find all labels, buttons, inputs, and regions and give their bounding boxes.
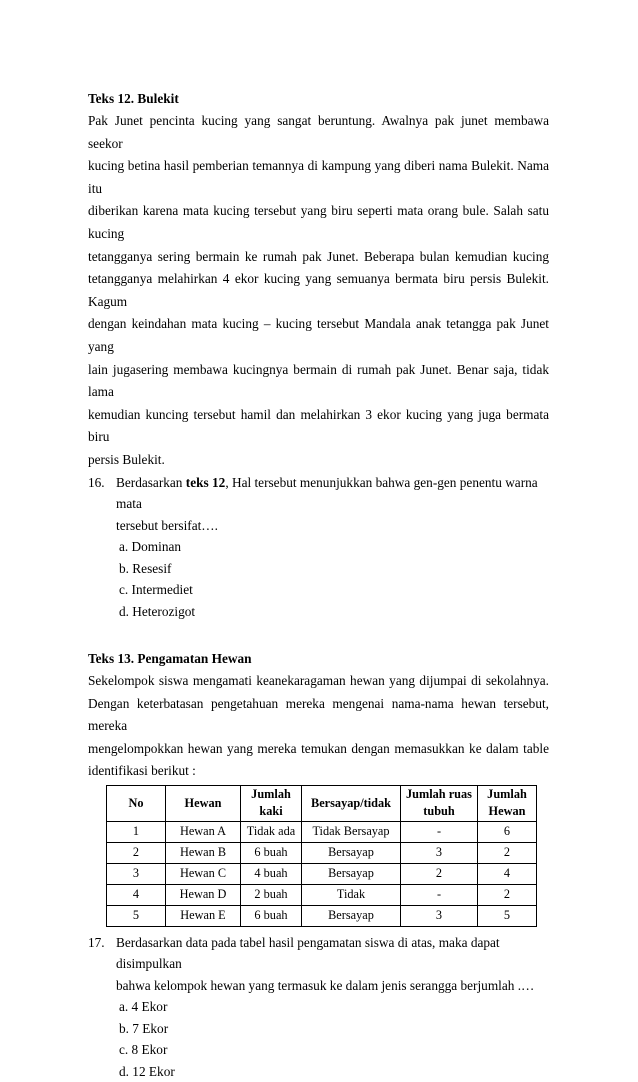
table-cell: 2 <box>478 842 537 863</box>
question-16-suffix: , Hal tersebut menunjukkan bahwa gen-gen penentu warna mata <box>116 474 538 511</box>
table-row <box>107 821 537 842</box>
question-16-number: 16. <box>88 474 105 490</box>
table-cell: 5 <box>478 905 537 926</box>
table-cell: 4 <box>478 863 537 884</box>
text12-line: kucing betina hasil pemberian temannya di kampung yang diberi nama Bulekit. Nama itu <box>88 158 549 196</box>
question-17-option-a: a. 4 Ekor <box>119 999 168 1015</box>
table-cell: Hewan D <box>166 884 241 905</box>
question-16-bold-ref: teks 12 <box>185 474 226 490</box>
question-16-option-a: a. Dominan <box>119 539 182 554</box>
table-cell: Bersayap <box>302 905 401 926</box>
question-16-stem <box>88 472 549 515</box>
table-cell: Tidak Bersayap <box>302 821 401 842</box>
table-row <box>107 863 537 884</box>
table-row <box>107 884 537 905</box>
table-cell: 1 <box>107 821 166 842</box>
table-row <box>107 905 537 926</box>
table-cell: 2 buah <box>241 884 302 905</box>
text13-title: Teks 13. Pengamatan Hewan <box>88 651 252 666</box>
question-17-option-c: c. 8 Ekor <box>119 1042 168 1058</box>
table-cell: Bersayap <box>302 842 401 863</box>
table-cell: Hewan B <box>166 842 241 863</box>
question-16-prefix: Berdasarkan <box>116 474 186 490</box>
question-16-stem-cont: tersebut bersifat…. <box>116 517 218 533</box>
table-cell: 6 <box>478 821 537 842</box>
text12-line: lain jugasering membawa kucingnya bermain di rumah pak Junet. Benar saja, tidak lama <box>88 361 549 400</box>
table-cell: Tidak ada <box>241 821 302 842</box>
table-cell: 4 buah <box>241 863 302 884</box>
document-page <box>88 88 549 1082</box>
table-cell: - <box>401 884 478 905</box>
table-cell: Hewan E <box>166 905 241 926</box>
table-cell: 4 <box>107 884 166 905</box>
table-header-cell: Jumlah ruas tubuh <box>401 785 478 821</box>
table-cell: Bersayap <box>302 863 401 884</box>
text13-paragraph <box>88 670 549 783</box>
table-cell: - <box>401 821 478 842</box>
table-cell: 3 <box>107 863 166 884</box>
question-17-stem-cont: bahwa kelompok hewan yang termasuk ke dalam jenis serangga berjumlah .… <box>116 977 535 993</box>
table-header-row <box>107 785 537 821</box>
table-cell: 2 <box>401 863 478 884</box>
table-cell: Hewan A <box>166 821 241 842</box>
question-16-option-d: d. Heterozigot <box>119 603 196 619</box>
question-16-option-c: c. Intermediet <box>119 582 193 597</box>
table-header-cell: Jumlah kaki <box>241 785 302 821</box>
question-17-stem <box>88 932 549 975</box>
table-cell: 2 <box>107 842 166 863</box>
table-header-cell: Bersayap/tidak <box>302 785 401 821</box>
text12-line: tetangganya sering bermain ke rumah pak Junet. Beberapa bulan kemudian kucing <box>88 248 549 264</box>
table-header-cell: Hewan <box>166 785 241 821</box>
text12-line: persis Bulekit. <box>88 451 165 467</box>
text13-line: mengelompokkan hewan yang mereka temukan dengan memasukkan ke dalam table <box>88 740 549 756</box>
text12-line: tetangganya melahirkan 4 ekor kucing yang semuanya bermata biru persis Bulekit. Kagum <box>88 271 549 309</box>
text13-line: identifikasi berikut : <box>88 763 196 779</box>
table-cell: 6 buah <box>241 905 302 926</box>
question-17-option-b: b. 7 Ekor <box>119 1020 169 1036</box>
text12-paragraph <box>88 110 549 472</box>
table-cell: Hewan C <box>166 863 241 884</box>
question-17-number: 17. <box>88 934 105 950</box>
text12-line: kemudian kuncing tersebut hamil dan melahirkan 3 ekor kucing yang juga bermata biru <box>88 406 549 445</box>
text13-line: Dengan keterbatasan pengetahuan mereka mengenai nama-nama hewan tersebut, mereka <box>88 695 549 734</box>
question-16 <box>88 472 549 623</box>
table-cell: Tidak <box>302 884 401 905</box>
table-header-cell: Jumlah Hewan <box>478 785 537 821</box>
question-17-line1: Berdasarkan data pada tabel hasil pengamatan siswa di atas, maka dapat disimpulkan <box>116 934 500 972</box>
table-cell: 3 <box>401 905 478 926</box>
question-16-option-b: b. Resesif <box>119 560 172 576</box>
text12-title: Teks 12. Bulekit <box>88 91 179 106</box>
table-header-cell: No <box>107 785 166 821</box>
text13-line: Sekelompok siswa mengamati keanekaragaman hewan yang dijumpai di sekolahnya. <box>88 673 549 688</box>
observation-table <box>106 785 537 927</box>
text12-line: dengan keindahan mata kucing – kucing tersebut Mandala anak tetangga pak Junet yang <box>88 316 549 354</box>
table-cell: 5 <box>107 905 166 926</box>
text12-line: diberikan karena mata kucing tersebut yang biru seperti mata orang bule. Salah satu kucing <box>88 203 549 241</box>
text12-line: Pak Junet pencinta kucing yang sangat beruntung. Awalnya pak junet membawa seekor <box>88 113 549 151</box>
table-cell: 6 buah <box>241 842 302 863</box>
table-cell: 2 <box>478 884 537 905</box>
table-cell: 3 <box>401 842 478 863</box>
question-17-option-d: d. 12 Ekor <box>119 1063 175 1079</box>
question-17 <box>88 932 549 1082</box>
table-row <box>107 842 537 863</box>
